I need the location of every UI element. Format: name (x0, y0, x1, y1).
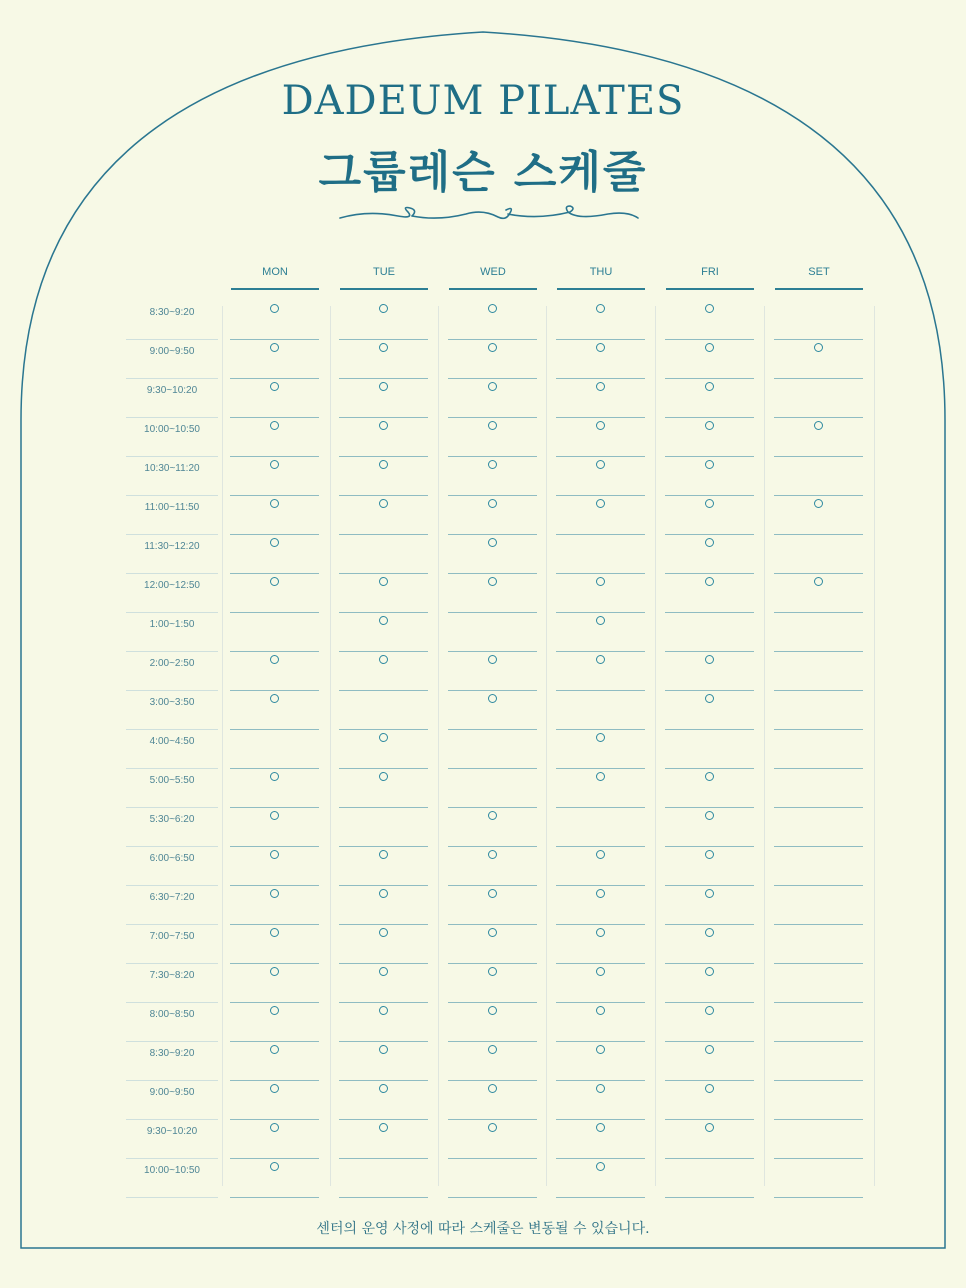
class-available-circle-icon (270, 538, 279, 547)
schedule-cell (556, 1041, 645, 1081)
schedule-cell (448, 1158, 537, 1198)
class-available-circle-icon (379, 343, 388, 352)
class-available-circle-icon (814, 343, 823, 352)
class-available-circle-icon (379, 460, 388, 469)
day-header-set: SET (775, 266, 863, 290)
class-available-circle-icon (270, 694, 279, 703)
time-slot-label: 11:30~12:20 (126, 534, 218, 574)
schedule-cell (339, 807, 428, 847)
class-available-circle-icon (270, 889, 279, 898)
class-available-circle-icon (379, 304, 388, 313)
schedule-cell (665, 300, 754, 340)
class-available-circle-icon (488, 421, 497, 430)
class-available-circle-icon (596, 928, 605, 937)
schedule-cell (774, 924, 863, 964)
schedule-cell (556, 417, 645, 457)
schedule-cell (339, 495, 428, 535)
schedule-cell (230, 768, 319, 808)
schedule-cell (448, 417, 537, 457)
schedule-cell (556, 612, 645, 652)
class-available-circle-icon (379, 655, 388, 664)
schedule-cell (774, 378, 863, 418)
schedule-cell (339, 1158, 428, 1198)
schedule-cell (448, 885, 537, 925)
schedule-cell (665, 534, 754, 574)
schedule-cell (448, 456, 537, 496)
class-available-circle-icon (488, 343, 497, 352)
class-available-circle-icon (596, 1123, 605, 1132)
class-available-circle-icon (379, 382, 388, 391)
schedule-cell (230, 300, 319, 340)
schedule-cell (665, 885, 754, 925)
schedule-cell (665, 339, 754, 379)
schedule-cell (774, 1080, 863, 1120)
time-slot-label: 8:30~9:20 (126, 1041, 218, 1081)
schedule-cell (448, 612, 537, 652)
schedule-cell (556, 378, 645, 418)
class-available-circle-icon (488, 1123, 497, 1132)
class-available-circle-icon (705, 304, 714, 313)
schedule-cell (774, 534, 863, 574)
time-slot-label: 8:30~9:20 (126, 300, 218, 340)
class-available-circle-icon (488, 889, 497, 898)
class-available-circle-icon (270, 343, 279, 352)
schedule-cell (448, 1002, 537, 1042)
schedule-cell (448, 339, 537, 379)
schedule-cell (339, 1002, 428, 1042)
time-slot-label: 9:00~9:50 (126, 339, 218, 379)
schedule-cell (230, 417, 319, 457)
class-available-circle-icon (596, 577, 605, 586)
schedule-cell (665, 807, 754, 847)
schedule-cell (448, 768, 537, 808)
schedule-cell (448, 573, 537, 613)
schedule-cell (230, 339, 319, 379)
schedule-cell (774, 339, 863, 379)
schedule-cell (556, 1080, 645, 1120)
class-available-circle-icon (705, 1006, 714, 1015)
schedule-cell (339, 534, 428, 574)
time-slot-label: 11:00~11:50 (126, 495, 218, 535)
schedule-cell (230, 729, 319, 769)
schedule-cell (339, 924, 428, 964)
class-available-circle-icon (596, 304, 605, 313)
schedule-cell (556, 807, 645, 847)
class-available-circle-icon (488, 1045, 497, 1054)
class-available-circle-icon (379, 889, 388, 898)
schedule-cell (448, 846, 537, 886)
class-available-circle-icon (270, 811, 279, 820)
schedule-cell (665, 1080, 754, 1120)
class-available-circle-icon (270, 772, 279, 781)
time-slot-label: 9:30~10:20 (126, 1119, 218, 1159)
schedule-cell (774, 573, 863, 613)
schedule-cell (339, 885, 428, 925)
class-available-circle-icon (270, 967, 279, 976)
class-available-circle-icon (379, 577, 388, 586)
schedule-cell (448, 963, 537, 1003)
column-divider (330, 306, 331, 1186)
class-available-circle-icon (379, 1045, 388, 1054)
schedule-cell (448, 534, 537, 574)
schedule-cell (448, 1041, 537, 1081)
schedule-cell (448, 1119, 537, 1159)
schedule-cell (339, 339, 428, 379)
class-available-circle-icon (705, 928, 714, 937)
time-slot-label: 10:30~11:20 (126, 456, 218, 496)
class-available-circle-icon (379, 967, 388, 976)
schedule-cell (230, 690, 319, 730)
class-available-circle-icon (596, 733, 605, 742)
class-available-circle-icon (379, 1123, 388, 1132)
time-slot-label: 6:00~6:50 (126, 846, 218, 886)
class-available-circle-icon (379, 421, 388, 430)
column-divider (546, 306, 547, 1186)
schedule-cell (665, 378, 754, 418)
schedule-cell (230, 534, 319, 574)
class-available-circle-icon (270, 850, 279, 859)
column-divider (655, 306, 656, 1186)
day-header-thu: THU (557, 266, 645, 290)
class-available-circle-icon (596, 343, 605, 352)
column-divider (874, 306, 875, 1186)
schedule-cell (774, 690, 863, 730)
column-divider (222, 306, 223, 1186)
class-available-circle-icon (488, 928, 497, 937)
class-available-circle-icon (814, 499, 823, 508)
class-available-circle-icon (705, 382, 714, 391)
schedule-cell (665, 1002, 754, 1042)
day-header-tue: TUE (340, 266, 428, 290)
class-available-circle-icon (488, 811, 497, 820)
day-header-fri: FRI (666, 266, 754, 290)
schedule-cell (774, 1041, 863, 1081)
class-available-circle-icon (705, 577, 714, 586)
schedule-cell (774, 300, 863, 340)
class-available-circle-icon (596, 850, 605, 859)
class-available-circle-icon (488, 499, 497, 508)
schedule-cell (665, 1158, 754, 1198)
class-available-circle-icon (596, 655, 605, 664)
class-available-circle-icon (596, 1162, 605, 1171)
schedule-cell (230, 573, 319, 613)
page-title: 그룹레슨 스케줄 (318, 147, 648, 198)
class-available-circle-icon (705, 421, 714, 430)
schedule-cell (665, 924, 754, 964)
class-available-circle-icon (488, 1006, 497, 1015)
class-available-circle-icon (270, 1162, 279, 1171)
class-available-circle-icon (379, 928, 388, 937)
class-available-circle-icon (270, 460, 279, 469)
class-available-circle-icon (488, 1084, 497, 1093)
class-available-circle-icon (270, 304, 279, 313)
class-available-circle-icon (596, 967, 605, 976)
class-available-circle-icon (270, 655, 279, 664)
schedule-cell (448, 807, 537, 847)
schedule-cell (774, 885, 863, 925)
schedule-cell (339, 456, 428, 496)
class-available-circle-icon (379, 1006, 388, 1015)
schedule-cell (230, 1002, 319, 1042)
schedule-cell (665, 573, 754, 613)
schedule-cell (339, 768, 428, 808)
schedule-cell (774, 729, 863, 769)
schedule-cell (774, 1158, 863, 1198)
day-header-wed: WED (449, 266, 537, 290)
class-available-circle-icon (596, 616, 605, 625)
class-available-circle-icon (705, 460, 714, 469)
schedule-cell (448, 924, 537, 964)
column-divider (764, 306, 765, 1186)
schedule-cell (230, 885, 319, 925)
schedule-cell (774, 1119, 863, 1159)
schedule-cell (774, 495, 863, 535)
ornament-divider-icon (338, 200, 640, 230)
class-available-circle-icon (814, 577, 823, 586)
time-slot-label: 10:00~10:50 (126, 417, 218, 457)
schedule-cell (230, 807, 319, 847)
schedule-cell (339, 846, 428, 886)
schedule-cell (448, 729, 537, 769)
class-available-circle-icon (705, 538, 714, 547)
class-available-circle-icon (596, 382, 605, 391)
class-available-circle-icon (596, 1045, 605, 1054)
schedule-cell (665, 495, 754, 535)
time-slot-label: 9:00~9:50 (126, 1080, 218, 1120)
schedule-cell (230, 1158, 319, 1198)
class-available-circle-icon (379, 772, 388, 781)
schedule-cell (556, 1119, 645, 1159)
schedule-cell (665, 846, 754, 886)
class-available-circle-icon (596, 421, 605, 430)
time-slot-label: 5:00~5:50 (126, 768, 218, 808)
schedule-cell (556, 573, 645, 613)
class-available-circle-icon (705, 694, 714, 703)
time-slot-label: 8:00~8:50 (126, 1002, 218, 1042)
class-available-circle-icon (596, 499, 605, 508)
time-slot-label: 5:30~6:20 (126, 807, 218, 847)
class-available-circle-icon (488, 460, 497, 469)
schedule-cell (774, 456, 863, 496)
class-available-circle-icon (488, 967, 497, 976)
schedule-cell (665, 1119, 754, 1159)
time-slot-label: 7:00~7:50 (126, 924, 218, 964)
time-slot-label: 7:30~8:20 (126, 963, 218, 1003)
schedule-cell (448, 495, 537, 535)
schedule-cell (339, 1041, 428, 1081)
time-slot-label: 10:00~10:50 (126, 1158, 218, 1198)
time-slot-label: 9:30~10:20 (126, 378, 218, 418)
class-available-circle-icon (270, 1123, 279, 1132)
class-available-circle-icon (379, 733, 388, 742)
class-available-circle-icon (705, 967, 714, 976)
schedule-cell (556, 924, 645, 964)
class-available-circle-icon (488, 382, 497, 391)
schedule-cell (339, 729, 428, 769)
class-available-circle-icon (270, 499, 279, 508)
class-available-circle-icon (488, 577, 497, 586)
time-slot-label: 4:00~4:50 (126, 729, 218, 769)
time-slot-label: 12:00~12:50 (126, 573, 218, 613)
class-available-circle-icon (379, 1084, 388, 1093)
schedule-cell (339, 378, 428, 418)
schedule-cell (556, 729, 645, 769)
schedule-cell (665, 768, 754, 808)
class-available-circle-icon (705, 772, 714, 781)
schedule-cell (774, 963, 863, 1003)
schedule-cell (230, 651, 319, 691)
class-available-circle-icon (705, 889, 714, 898)
schedule-cell (230, 963, 319, 1003)
schedule-cell (448, 1080, 537, 1120)
schedule-cell (556, 963, 645, 1003)
schedule-cell (230, 924, 319, 964)
class-available-circle-icon (705, 655, 714, 664)
class-available-circle-icon (596, 772, 605, 781)
schedule-cell (774, 651, 863, 691)
schedule-cell (556, 768, 645, 808)
schedule-cell (556, 339, 645, 379)
class-available-circle-icon (705, 1045, 714, 1054)
schedule-cell (339, 651, 428, 691)
schedule-cell (556, 456, 645, 496)
class-available-circle-icon (488, 304, 497, 313)
schedule-cell (448, 690, 537, 730)
class-available-circle-icon (488, 694, 497, 703)
class-available-circle-icon (596, 1006, 605, 1015)
time-slot-label: 3:00~3:50 (126, 690, 218, 730)
class-available-circle-icon (379, 499, 388, 508)
class-available-circle-icon (270, 928, 279, 937)
schedule-cell (774, 807, 863, 847)
schedule-cell (556, 534, 645, 574)
schedule-cell (665, 1041, 754, 1081)
time-slot-label: 6:30~7:20 (126, 885, 218, 925)
schedule-cell (665, 651, 754, 691)
schedule-cell (556, 846, 645, 886)
brand-name: DADEUM PILATES (281, 78, 685, 124)
class-available-circle-icon (705, 1084, 714, 1093)
class-available-circle-icon (705, 1123, 714, 1132)
schedule-cell (230, 456, 319, 496)
schedule-cell (339, 1080, 428, 1120)
schedule-cell (230, 612, 319, 652)
schedule-cell (665, 612, 754, 652)
class-available-circle-icon (488, 655, 497, 664)
column-divider (438, 306, 439, 1186)
schedule-cell (665, 963, 754, 1003)
class-available-circle-icon (379, 850, 388, 859)
schedule-cell (230, 846, 319, 886)
class-available-circle-icon (705, 499, 714, 508)
class-available-circle-icon (705, 811, 714, 820)
class-available-circle-icon (596, 1084, 605, 1093)
class-available-circle-icon (705, 850, 714, 859)
schedule-cell (230, 495, 319, 535)
schedule-cell (339, 963, 428, 1003)
schedule-cell (230, 378, 319, 418)
class-available-circle-icon (379, 616, 388, 625)
schedule-cell (774, 1002, 863, 1042)
schedule-cell (774, 417, 863, 457)
schedule-cell (774, 768, 863, 808)
class-available-circle-icon (814, 421, 823, 430)
class-available-circle-icon (270, 421, 279, 430)
schedule-cell (556, 651, 645, 691)
schedule-cell (665, 729, 754, 769)
time-slot-label: 2:00~2:50 (126, 651, 218, 691)
schedule-cell (556, 1002, 645, 1042)
class-available-circle-icon (596, 889, 605, 898)
schedule-cell (339, 573, 428, 613)
schedule-cell (448, 300, 537, 340)
schedule-cell (339, 417, 428, 457)
schedule-cell (448, 651, 537, 691)
schedule-cell (339, 300, 428, 340)
schedule-cell (665, 456, 754, 496)
schedule-cell (230, 1080, 319, 1120)
schedule-cell (556, 300, 645, 340)
schedule-cell (556, 885, 645, 925)
class-available-circle-icon (705, 343, 714, 352)
schedule-cell (339, 612, 428, 652)
schedule-cell (230, 1041, 319, 1081)
schedule-cell (665, 417, 754, 457)
schedule-cell (556, 495, 645, 535)
class-available-circle-icon (270, 577, 279, 586)
class-available-circle-icon (270, 382, 279, 391)
class-available-circle-icon (488, 538, 497, 547)
schedule-cell (230, 1119, 319, 1159)
schedule-cell (556, 1158, 645, 1198)
class-available-circle-icon (596, 460, 605, 469)
schedule-cell (339, 690, 428, 730)
class-available-circle-icon (270, 1006, 279, 1015)
class-available-circle-icon (270, 1084, 279, 1093)
schedule-cell (774, 846, 863, 886)
class-available-circle-icon (270, 1045, 279, 1054)
schedule-cell (774, 612, 863, 652)
day-header-mon: MON (231, 266, 319, 290)
schedule-cell (665, 690, 754, 730)
schedule-cell (448, 378, 537, 418)
schedule-cell (339, 1119, 428, 1159)
schedule-cell (556, 690, 645, 730)
class-available-circle-icon (488, 850, 497, 859)
schedule-notice: 센터의 운영 사정에 따라 스케줄은 변동될 수 있습니다. (316, 1221, 650, 1237)
time-slot-label: 1:00~1:50 (126, 612, 218, 652)
